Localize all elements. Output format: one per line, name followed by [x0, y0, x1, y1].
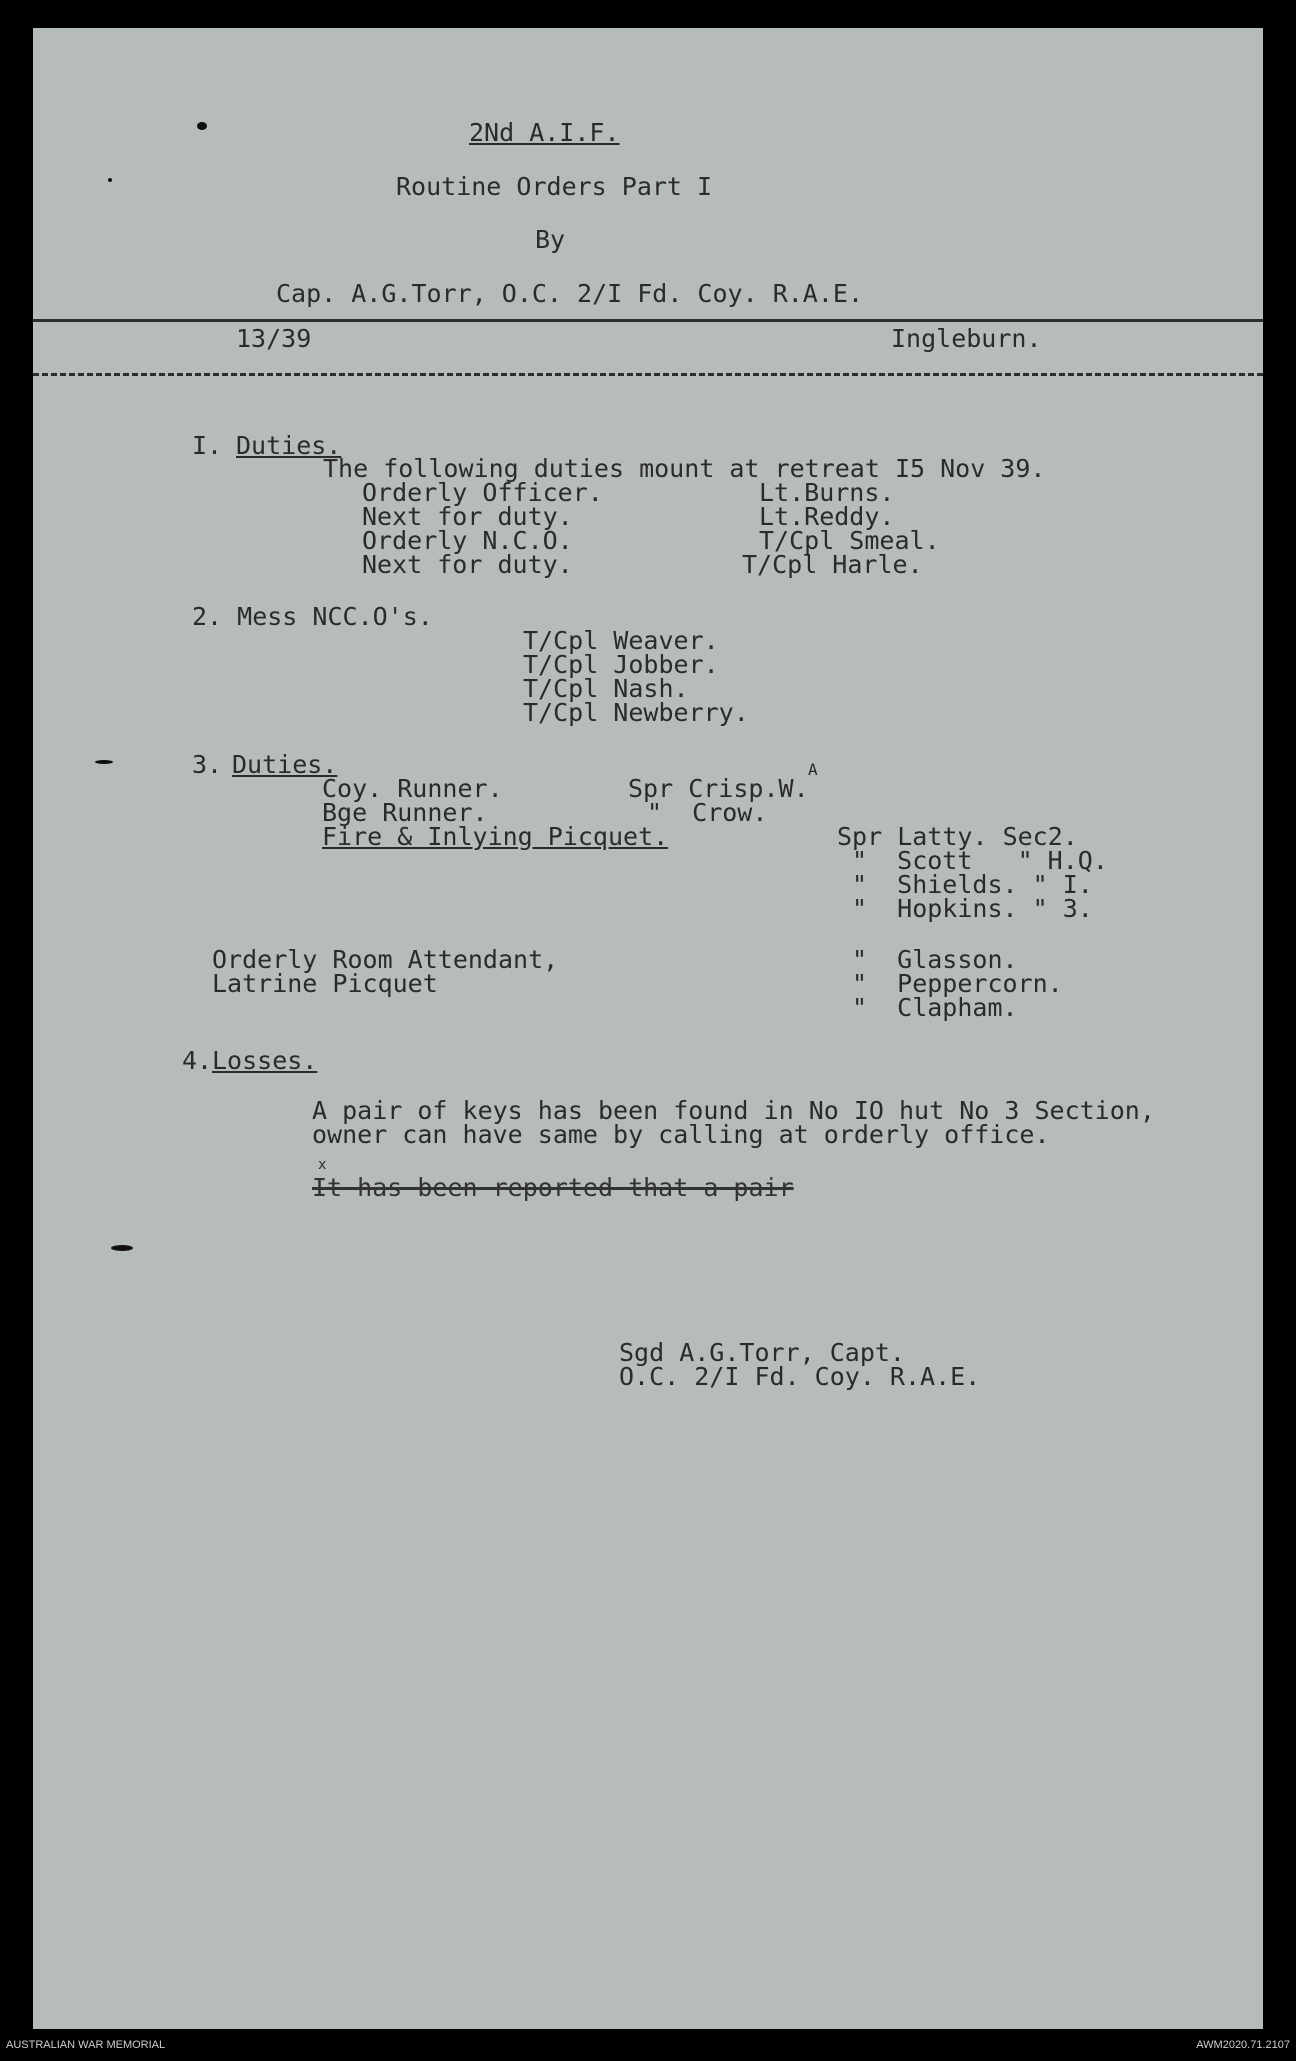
runner-name: " Crow.: [647, 798, 768, 827]
binder-mark: [95, 760, 113, 764]
picquet-label: Fire & Inlying Picquet.: [322, 822, 669, 851]
attendant-name: " Peppercorn.: [852, 969, 1063, 998]
binder-mark: [111, 1245, 133, 1251]
footer-left: AUSTRALIAN WAR MEMORIAL: [6, 2039, 166, 2051]
duty-role: Next for duty.: [362, 502, 573, 531]
section2-heading: 2. Mess NCC.O's.: [192, 602, 433, 631]
section1-heading: Duties.: [236, 431, 342, 460]
picquet-member: " Hopkins. " 3.: [852, 894, 1093, 923]
picquet-member: Spr Latty. Sec2.: [837, 822, 1078, 851]
unit-heading: 2Nd A.I.F.: [469, 118, 620, 147]
duty-role: Next for duty.: [362, 550, 573, 579]
attendant-name: " Glasson.: [852, 945, 1018, 974]
duty-name: T/Cpl Smeal.: [759, 526, 940, 555]
attendant-name: " Clapham.: [852, 993, 1018, 1022]
issuing-officer: Cap. A.G.Torr, O.C. 2/I Fd. Coy. R.A.E.: [276, 279, 863, 308]
runner-role: Coy. Runner.: [322, 774, 503, 803]
losses-line: A pair of keys has been found in No IO hut No 3 Section,: [312, 1096, 1155, 1125]
by-line: By: [535, 225, 566, 254]
picquet-member: " Scott " H.Q.: [852, 846, 1108, 875]
section4-number: 4.: [182, 1046, 213, 1075]
section3-heading: Duties.: [232, 750, 338, 779]
runner-name: Spr Crisp.W.: [628, 774, 809, 803]
duty-name: Lt.Reddy.: [759, 502, 895, 531]
top-rule: [33, 319, 1263, 322]
binder-mark: [197, 122, 207, 130]
struck-line: It has been reported that a pair: [312, 1173, 794, 1202]
section1-number: I.: [192, 431, 223, 460]
document-title: Routine Orders Part I: [396, 172, 713, 201]
signature-line: Sgd A.G.Torr, Capt.: [619, 1338, 905, 1367]
superscript-mark: A: [808, 760, 818, 779]
mess-nco: T/Cpl Newberry.: [523, 698, 749, 727]
picquet-member: " Shields. " I.: [852, 870, 1093, 899]
losses-line: owner can have same by calling at orderly office.: [312, 1120, 1050, 1149]
latrine-label: Latrine Picquet: [212, 969, 438, 998]
duty-role: Orderly Officer.: [362, 478, 603, 507]
section3-number: 3.: [192, 750, 223, 779]
section4-heading: Losses.: [212, 1046, 318, 1075]
duty-name: Lt.Burns.: [759, 478, 895, 507]
footer-right: AWM2020.71.2107: [1196, 2039, 1290, 2051]
section1-intro: The following duties mount at retreat I5 Nov 39.: [323, 454, 1046, 483]
order-number: 13/39: [236, 324, 312, 353]
signature-line: O.C. 2/I Fd. Coy. R.A.E.: [619, 1362, 981, 1391]
duty-name: T/Cpl Harle.: [742, 550, 923, 579]
mess-nco: T/Cpl Weaver.: [523, 626, 719, 655]
duty-role: Orderly N.C.O.: [362, 526, 573, 555]
runner-role: Bge Runner.: [322, 798, 488, 827]
place: Ingleburn.: [891, 324, 1042, 353]
document-page: [33, 28, 1263, 2029]
mess-nco: T/Cpl Jobber.: [523, 650, 719, 679]
struck-mark: x: [318, 1157, 327, 1173]
binder-mark: [108, 178, 112, 182]
orderly-room-label: Orderly Room Attendant,: [212, 945, 559, 974]
bottom-rule: [33, 373, 1263, 376]
mess-nco: T/Cpl Nash.: [523, 674, 689, 703]
